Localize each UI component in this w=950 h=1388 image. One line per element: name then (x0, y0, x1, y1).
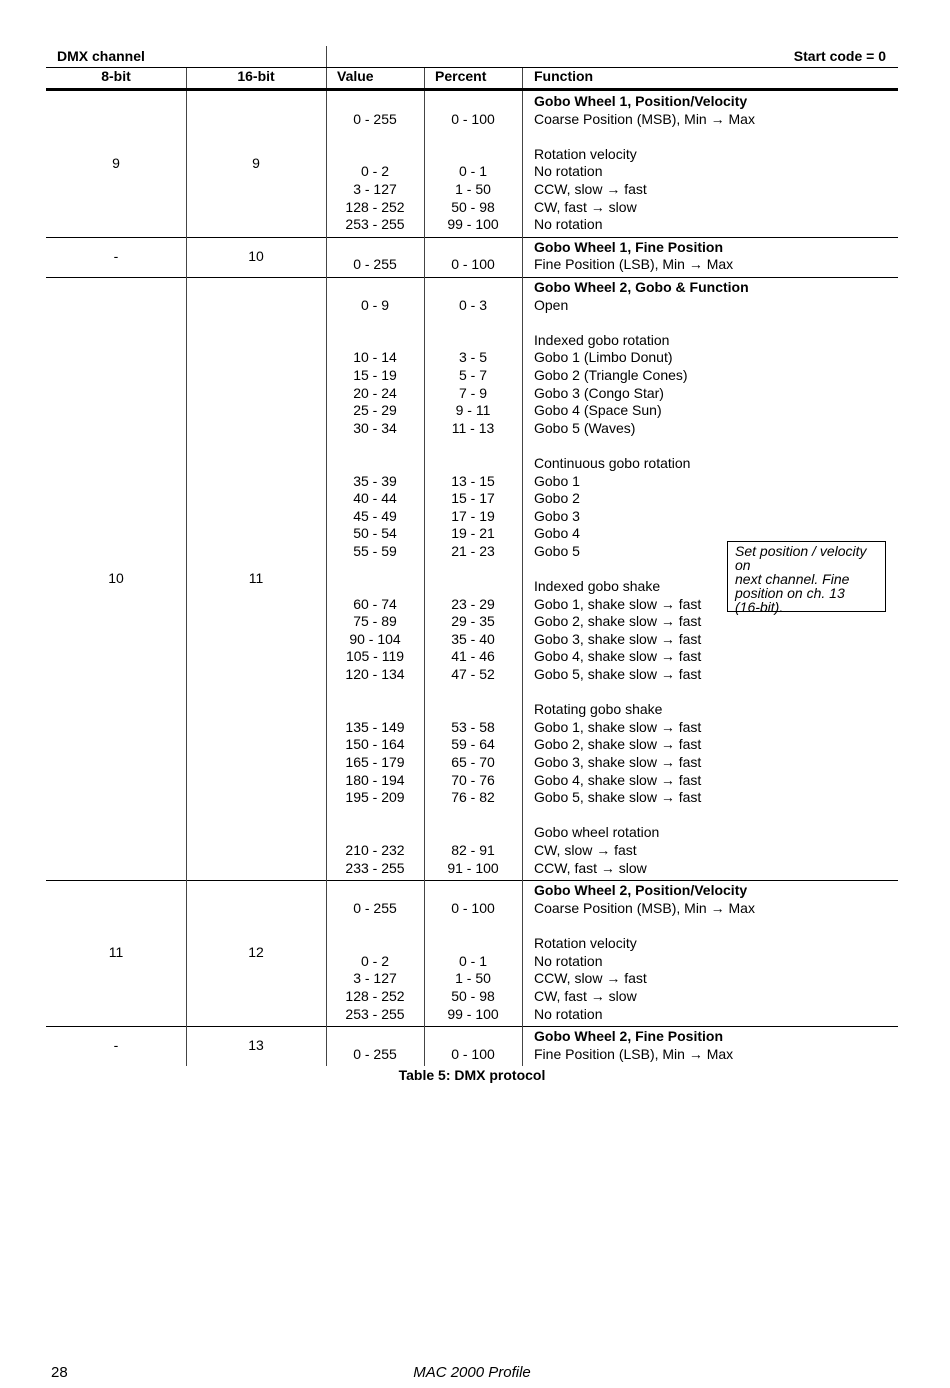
column-divider (326, 277, 327, 880)
side-note (727, 541, 886, 615)
cell-value: 75 - 89 (353, 613, 397, 630)
cell-function (534, 437, 894, 455)
cell-16bit: 11 (248, 569, 264, 586)
cell-value (326, 684, 424, 702)
cell-percent: 70 - 76 (451, 771, 495, 788)
cell-value (326, 279, 424, 297)
cell-function: Coarse Position (MSB), Min → Max (534, 899, 755, 916)
cell-function (534, 314, 894, 332)
column-divider (186, 277, 187, 880)
cell-function: Gobo 5 (Waves) (534, 419, 636, 436)
cell-percent (424, 918, 522, 936)
cell-function: CCW, fast → slow (534, 859, 647, 876)
cell-value: 25 - 29 (353, 402, 397, 419)
cell-value: 45 - 49 (353, 507, 397, 524)
cell-percent: 50 - 98 (451, 198, 495, 215)
cell-16bit: 10 (248, 248, 264, 265)
cell-percent: 0 - 100 (451, 110, 495, 127)
cell-function: Fine Position (LSB), Min → Max (534, 1045, 734, 1062)
cell-function: Rotation velocity (534, 935, 637, 952)
cell-value: 0 - 2 (360, 952, 389, 969)
cell-percent: 17 - 19 (451, 507, 495, 524)
cell-function (534, 807, 894, 825)
cell-value: 0 - 2 (360, 163, 389, 180)
column-divider (326, 880, 327, 1026)
cell-value (326, 561, 424, 579)
header-divider (326, 46, 327, 68)
cell-function: Gobo 1, shake slow → fast (534, 718, 702, 735)
cell-function: Continuous gobo rotation (534, 454, 691, 471)
cell-percent: 7 - 9 (458, 384, 487, 401)
table-row (46, 1026, 898, 1066)
cell-function: CW, slow → fast (534, 842, 637, 858)
note-line: Set position / velocity on (735, 543, 867, 573)
cell-function-column (534, 882, 894, 1023)
cell-value: 128 - 252 (345, 198, 405, 215)
cell-percent: 99 - 100 (447, 216, 499, 233)
cell-value: 90 - 104 (349, 630, 401, 647)
cell-percent (424, 146, 522, 164)
cell-percent (424, 314, 522, 332)
cell-function: Gobo 1 (534, 472, 580, 489)
cell-value-column (326, 93, 424, 234)
cell-percent-column (424, 93, 522, 234)
start-code-header: Start code = 0 (793, 48, 886, 64)
cell-percent (424, 93, 522, 111)
cell-function: Gobo wheel rotation (534, 824, 660, 841)
cell-percent: 0 - 3 (458, 296, 487, 313)
column-divider (522, 237, 523, 277)
cell-percent (424, 332, 522, 350)
cell-value: 180 - 194 (345, 771, 405, 788)
cell-function: Gobo 4 (Space Sun) (534, 402, 662, 419)
cell-function: Gobo Wheel 2, Fine Position (534, 1028, 724, 1045)
column-divider (326, 1026, 327, 1066)
column-divider (186, 1026, 187, 1066)
cell-function: Indexed gobo shake (534, 578, 661, 595)
cell-percent (424, 561, 522, 579)
cell-value: 0 - 255 (353, 256, 397, 273)
table-row (46, 91, 898, 237)
cell-value: 253 - 255 (345, 216, 405, 233)
cell-function: Gobo Wheel 2, Position/Velocity (534, 882, 748, 899)
cell-value (326, 1028, 424, 1046)
cell-percent (424, 239, 522, 257)
cell-percent: 91 - 100 (447, 859, 499, 876)
cell-value (326, 332, 424, 350)
row-separator (46, 880, 898, 881)
cell-function: No rotation (534, 1005, 603, 1022)
cell-function: Rotating gobo shake (534, 701, 663, 718)
cell-percent: 5 - 7 (458, 366, 487, 383)
cell-function (534, 684, 894, 702)
cell-percent: 76 - 82 (451, 789, 495, 806)
cell-percent: 41 - 46 (451, 648, 495, 665)
note-line: next channel. Fine (735, 571, 850, 587)
cell-value: 40 - 44 (353, 490, 397, 507)
cell-function: Rotation velocity (534, 145, 637, 162)
cell-8bit: 11 (108, 944, 124, 961)
page-number: 28 (51, 1364, 68, 1381)
cell-value: 30 - 34 (353, 419, 397, 436)
cell-percent: 35 - 40 (451, 630, 495, 647)
cell-function: Gobo 2 (Triangle Cones) (534, 366, 688, 383)
cell-function: Gobo 2, shake slow → fast (534, 613, 702, 630)
cell-value: 128 - 252 (345, 987, 405, 1004)
cell-percent: 0 - 1 (458, 952, 487, 969)
table-row (46, 880, 898, 1026)
cell-percent: 9 - 11 (455, 402, 491, 419)
cell-function (534, 128, 894, 146)
cell-function: Gobo 4, shake slow → fast (534, 648, 702, 665)
cell-percent: 15 - 17 (451, 490, 495, 507)
cell-function: Gobo 1 (Limbo Donut) (534, 349, 673, 366)
column-divider (326, 237, 327, 277)
column-divider (424, 91, 425, 237)
cell-function: No rotation (534, 216, 603, 233)
cell-percent: 0 - 1 (458, 163, 487, 180)
cell-function: Gobo 3, shake slow → fast (534, 630, 702, 647)
footer-title: MAC 2000 Profile (413, 1364, 531, 1381)
cell-value (326, 455, 424, 473)
cell-function: Gobo Wheel 1, Position/Velocity (534, 93, 748, 109)
cell-value (326, 239, 424, 257)
cell-8bit: 10 (108, 569, 124, 586)
cell-value: 50 - 54 (353, 525, 397, 542)
cell-value: 35 - 39 (353, 472, 397, 489)
cell-function: Coarse Position (MSB), Min → Max (534, 110, 755, 127)
cell-percent: 21 - 23 (451, 542, 495, 559)
column-divider (186, 68, 187, 88)
cell-function: CW, fast → slow (534, 987, 637, 1004)
column-divider (522, 277, 523, 880)
cell-percent (424, 701, 522, 719)
column-divider (326, 91, 327, 237)
cell-value (326, 578, 424, 596)
cell-value: 0 - 255 (353, 110, 397, 127)
table-caption: Table 5: DMX protocol (398, 1067, 546, 1083)
cell-percent: 82 - 91 (451, 842, 495, 858)
cell-percent: 47 - 52 (451, 666, 495, 683)
cell-value: 233 - 255 (345, 859, 405, 876)
cell-percent-column (424, 239, 522, 274)
cell-percent-column (424, 882, 522, 1023)
cell-percent (424, 684, 522, 702)
note-line: (16-bit). (735, 599, 784, 615)
column-divider (424, 68, 425, 88)
cell-percent (424, 807, 522, 825)
dmx-channel-header: DMX channel (57, 48, 145, 64)
cell-percent (424, 455, 522, 473)
cell-function: Gobo 4, shake slow → fast (534, 771, 702, 788)
cell-8bit: - (113, 248, 119, 265)
cell-percent: 11 - 13 (451, 419, 495, 436)
cell-value: 0 - 9 (360, 296, 389, 313)
cell-value (326, 701, 424, 719)
cell-value (326, 824, 424, 842)
cell-function: Gobo 5, shake slow → fast (534, 666, 702, 683)
cell-value: 105 - 119 (345, 648, 405, 665)
col-percent-header: Percent (435, 68, 487, 84)
cell-value: 195 - 209 (345, 789, 405, 806)
cell-16bit: 12 (248, 944, 264, 961)
cell-function-column (534, 239, 894, 274)
cell-percent (424, 824, 522, 842)
cell-function: Gobo 3, shake slow → fast (534, 754, 702, 771)
cell-percent: 0 - 100 (451, 256, 495, 273)
cell-function: CW, fast → slow (534, 198, 637, 215)
cell-function: Gobo Wheel 2, Gobo & Function (534, 279, 749, 295)
cell-value-column (326, 239, 424, 274)
cell-percent (424, 128, 522, 146)
cell-value: 120 - 134 (345, 666, 405, 683)
cell-16bit: 13 (248, 1037, 264, 1054)
table-row (46, 237, 898, 277)
cell-function: Gobo 2 (534, 490, 580, 507)
cell-percent (424, 279, 522, 297)
cell-percent (424, 437, 522, 455)
cell-percent: 0 - 100 (451, 1045, 495, 1062)
cell-function: CCW, slow → fast (534, 970, 647, 987)
cell-value (326, 93, 424, 111)
col-function-header: Function (534, 68, 594, 84)
note-line: position on ch. 13 (735, 585, 845, 601)
cell-function: No rotation (534, 952, 603, 969)
cell-function: Indexed gobo rotation (534, 331, 670, 348)
cell-value: 3 - 127 (353, 970, 397, 987)
cell-value: 60 - 74 (353, 595, 397, 612)
cell-value: 210 - 232 (345, 842, 405, 858)
cell-function-column (534, 93, 894, 234)
col-16bit-header: 16-bit (237, 68, 275, 84)
cell-percent: 13 - 15 (451, 472, 495, 489)
cell-function: Gobo 1, shake slow → fast (534, 595, 702, 612)
cell-function: No rotation (534, 163, 603, 180)
column-divider (424, 880, 425, 1026)
cell-value: 15 - 19 (353, 366, 397, 383)
cell-percent: 53 - 58 (451, 718, 495, 735)
row-separator (46, 237, 898, 238)
column-divider (522, 68, 523, 88)
cell-percent-column (424, 279, 522, 877)
cell-function: Fine Position (LSB), Min → Max (534, 256, 734, 273)
cell-function: Gobo 2, shake slow → fast (534, 736, 702, 753)
cell-value: 55 - 59 (353, 542, 397, 559)
column-divider (186, 237, 187, 277)
cell-function: Gobo Wheel 1, Fine Position (534, 238, 724, 255)
cell-percent: 29 - 35 (451, 613, 495, 630)
cell-percent: 1 - 50 (455, 970, 491, 987)
cell-percent: 59 - 64 (451, 736, 495, 753)
column-divider (424, 277, 425, 880)
cell-value (326, 935, 424, 953)
cell-percent: 50 - 98 (451, 987, 495, 1004)
cell-percent: 99 - 100 (447, 1005, 499, 1022)
cell-value (326, 882, 424, 900)
cell-percent: 19 - 21 (451, 525, 495, 542)
cell-value: 10 - 14 (353, 349, 397, 366)
cell-value: 0 - 255 (353, 899, 397, 916)
cell-value: 165 - 179 (345, 754, 405, 771)
cell-value: 150 - 164 (345, 736, 405, 753)
cell-function-column (534, 1028, 894, 1063)
cell-value-column (326, 279, 424, 877)
cell-function: Gobo 5 (534, 542, 580, 559)
cell-percent (424, 578, 522, 596)
cell-function: Open (534, 296, 569, 313)
cell-percent: 3 - 5 (458, 349, 487, 366)
column-divider (522, 91, 523, 237)
column-divider (326, 68, 327, 88)
cell-value: 20 - 24 (353, 384, 397, 401)
row-separator (46, 1026, 898, 1027)
cell-percent (424, 935, 522, 953)
cell-function: Gobo 4 (534, 525, 580, 542)
cell-8bit: - (113, 1037, 119, 1054)
cell-value: 3 - 127 (353, 180, 397, 197)
row-separator (46, 277, 898, 278)
cell-value: 135 - 149 (345, 718, 405, 735)
col-8bit-header: 8-bit (101, 68, 131, 84)
cell-value (326, 918, 424, 936)
cell-percent (424, 1028, 522, 1046)
cell-value (326, 314, 424, 332)
cell-percent: 23 - 29 (451, 595, 495, 612)
cell-value (326, 437, 424, 455)
column-divider (522, 880, 523, 1026)
cell-function: Gobo 3 (Congo Star) (534, 384, 664, 401)
cell-value (326, 807, 424, 825)
col-value-header: Value (337, 68, 374, 84)
cell-value-column (326, 882, 424, 1023)
column-divider (186, 91, 187, 237)
cell-value-column (326, 1028, 424, 1063)
cell-16bit: 9 (252, 155, 260, 172)
column-divider (424, 237, 425, 277)
cell-value (326, 128, 424, 146)
cell-value: 253 - 255 (345, 1005, 405, 1022)
cell-percent (424, 882, 522, 900)
cell-percent: 1 - 50 (455, 180, 491, 197)
column-divider (522, 1026, 523, 1066)
column-divider (424, 1026, 425, 1066)
cell-8bit: 9 (112, 155, 120, 172)
cell-percent: 65 - 70 (451, 754, 495, 771)
cell-function: Gobo 3 (534, 507, 580, 524)
column-divider (186, 880, 187, 1026)
cell-value (326, 146, 424, 164)
cell-value: 0 - 255 (353, 1045, 397, 1062)
cell-percent-column (424, 1028, 522, 1063)
cell-function (534, 918, 894, 936)
cell-function: CCW, slow → fast (534, 180, 647, 197)
cell-function: Gobo 5, shake slow → fast (534, 789, 702, 806)
cell-percent: 0 - 100 (451, 899, 495, 916)
